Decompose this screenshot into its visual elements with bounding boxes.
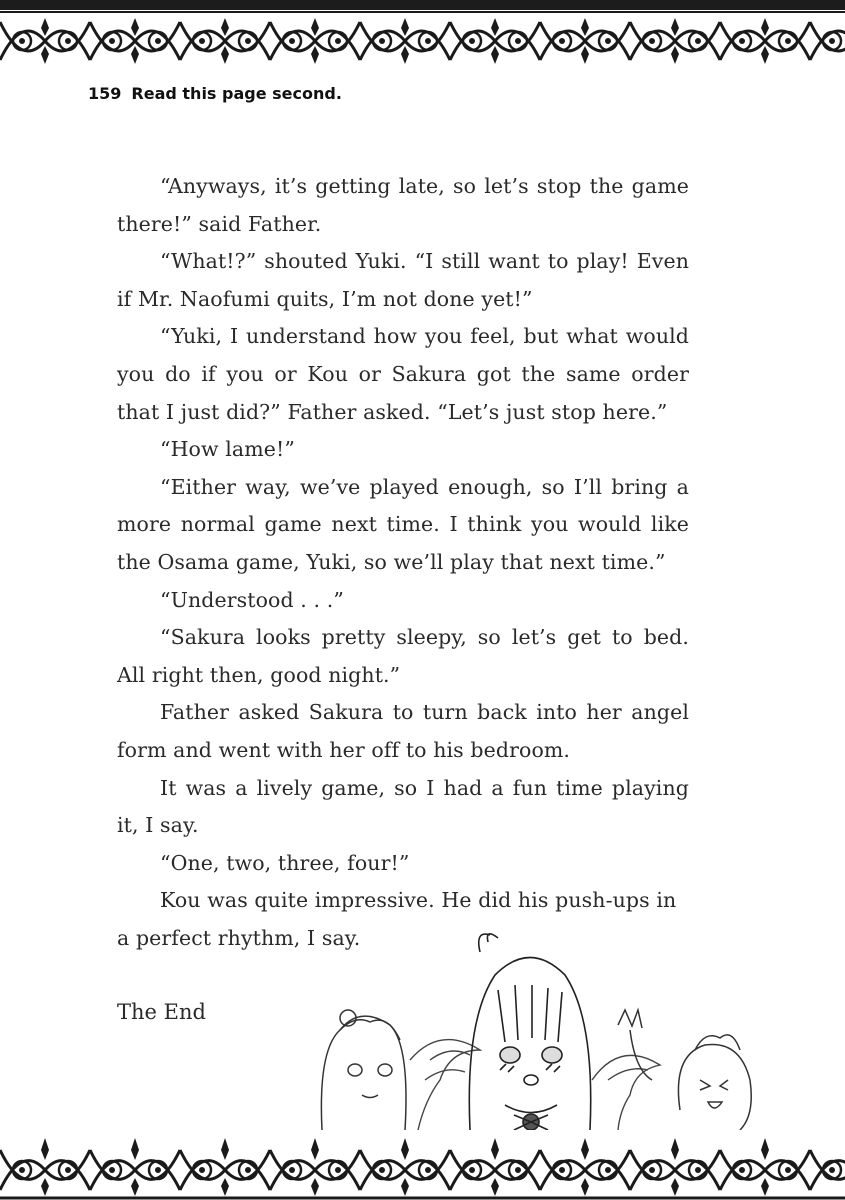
paragraph: “Yuki, I understand how you feel, but what would you do if you or Kou or Sakura got the same order that I just did?” Father asked. “Let’s just stop here.” — [117, 324, 689, 424]
paragraph: “Sakura looks pretty sleepy, so let’s get to bed. All right then, good night.” — [117, 625, 689, 687]
the-end-label: The End — [117, 1000, 206, 1024]
paragraph: “Understood . . .” — [160, 587, 344, 612]
right-character — [618, 1010, 751, 1130]
right-wing — [592, 1055, 660, 1130]
paragraph: “Either way, we’ve played enough, so I’ll bring a more normal game next time. I think you would like the Osama game, Yuki, so we’ll play that next time.” — [117, 474, 689, 574]
paragraph: Kou was quite impressive. He did his push-ups in a perfect rhythm, I say. — [117, 888, 677, 950]
paragraph: “One, two, three, four!” — [160, 850, 410, 875]
paragraph: It was a lively game, so I had a fun time playing it, I say. — [117, 775, 689, 838]
page-title: Read this page second. — [131, 83, 342, 103]
character-illustration — [300, 930, 845, 1130]
paragraph: “How lame!” — [160, 437, 295, 462]
page-header — [88, 80, 342, 106]
page-number: 159 — [88, 83, 122, 103]
paragraph: “Anyways, it’s getting late, so let’s stop the game there!” said Father. — [117, 174, 689, 236]
paragraph: Father asked Sakura to turn back into her angel form and went with her off to his bedroom. — [117, 700, 689, 762]
ornamental-border-top — [0, 10, 845, 72]
paragraph: “What!?” shouted Yuki. “I still want to play! Even if Mr. Naofumi quits, I’m not done yet!” — [117, 249, 689, 311]
ornamental-border-bottom — [0, 1130, 845, 1200]
left-character — [321, 1010, 406, 1130]
top-edge-bar — [0, 0, 845, 10]
story-text — [117, 168, 689, 957]
center-character — [469, 934, 590, 1130]
